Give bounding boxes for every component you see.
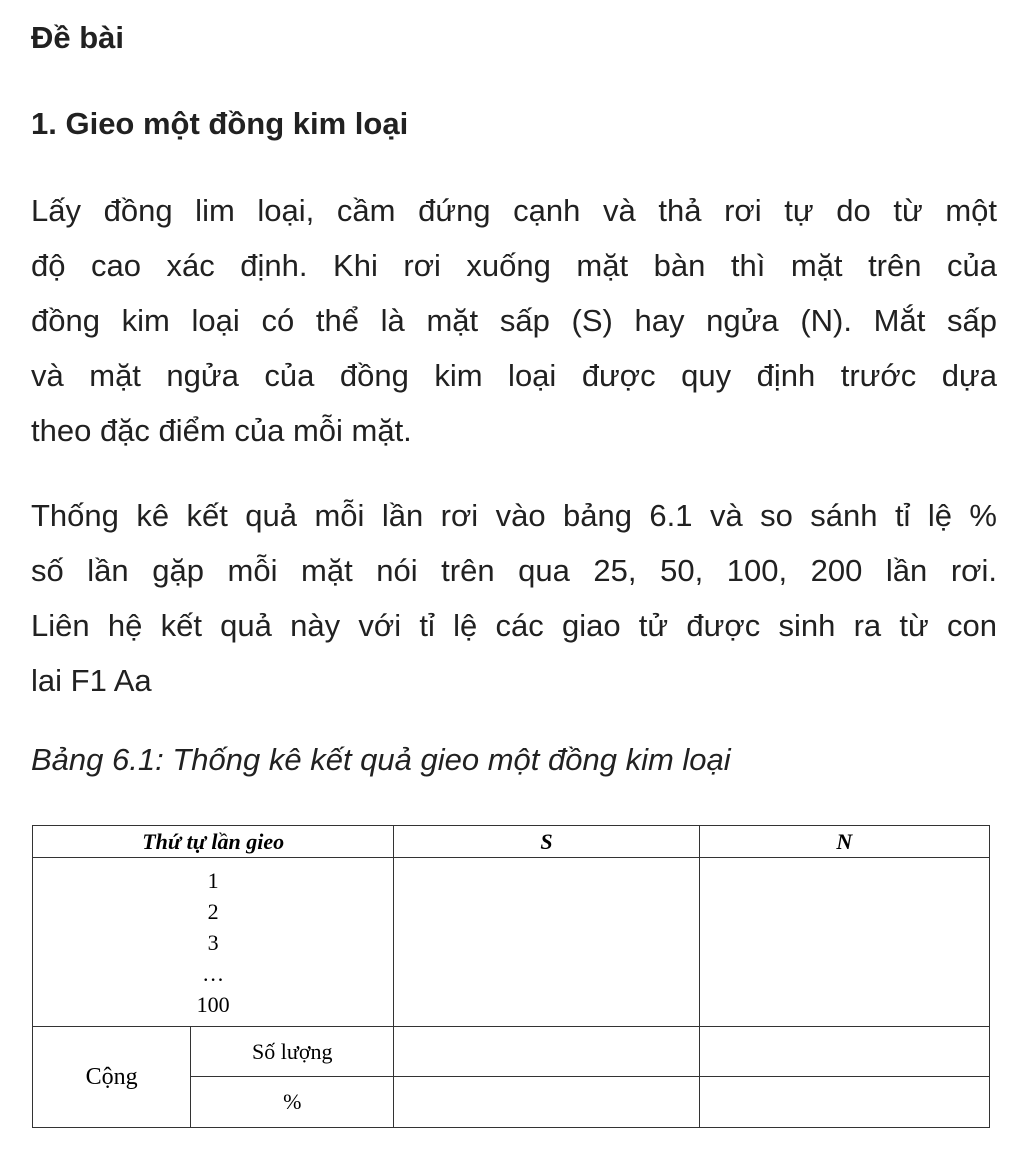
paragraph-line: lai F1 Aa <box>31 663 152 698</box>
header-n: N <box>699 826 989 858</box>
s-cell <box>394 858 699 1027</box>
n-percent-cell <box>699 1077 989 1128</box>
paragraph-line: độ cao xác định. Khi rơi xuống mặt bàn thì mặt trên của <box>31 248 997 283</box>
total-label: Cộng <box>33 1027 191 1128</box>
paragraph-line: và mặt ngửa của đồng kim loại được quy định trước dựa <box>31 358 997 393</box>
count-label: Số lượng <box>191 1027 394 1077</box>
paragraph-line: theo đặc điểm của mỗi mặt. <box>31 413 412 448</box>
paragraph-task <box>31 488 997 708</box>
header-order: Thứ tự lần gieo <box>33 826 394 858</box>
results-table <box>32 825 990 1128</box>
header-s: S <box>394 826 699 858</box>
paragraph-line: số lần gặp mỗi mặt nói trên qua 25, 50, 100, 200 lần rơi. <box>31 553 997 588</box>
order-value: … <box>202 960 225 986</box>
table-row <box>33 858 990 1027</box>
paragraph-line: đồng kim loại có thể là mặt sấp (S) hay ngửa (N). Mắt sấp <box>31 303 997 338</box>
paragraph-line: Thống kê kết quả mỗi lần rơi vào bảng 6.1 và so sánh tỉ lệ % <box>31 498 997 533</box>
table-caption: Bảng 6.1: Thống kê kết quả gieo một đồng kim loại <box>31 742 731 777</box>
page-title: Đề bài <box>31 20 125 55</box>
s-percent-cell <box>394 1077 699 1128</box>
section-title: 1. Gieo một đồng kim loại <box>31 106 409 141</box>
order-value: 100 <box>196 991 230 1017</box>
table-row <box>33 1027 990 1077</box>
s-count-cell <box>394 1027 699 1077</box>
paragraph-instructions <box>31 183 997 458</box>
order-cell <box>33 858 394 1027</box>
order-value: 2 <box>207 898 219 924</box>
order-value: 1 <box>207 867 219 893</box>
percent-label: % <box>191 1077 394 1128</box>
n-cell <box>699 858 989 1027</box>
order-value: 3 <box>207 929 219 955</box>
n-count-cell <box>699 1027 989 1077</box>
paragraph-line: Lấy đồng lim loại, cầm đứng cạnh và thả rơi tự do từ một <box>31 193 997 228</box>
paragraph-line: Liên hệ kết quả này với tỉ lệ các giao tử được sinh ra từ con <box>31 608 997 643</box>
table-header-row <box>33 826 990 858</box>
